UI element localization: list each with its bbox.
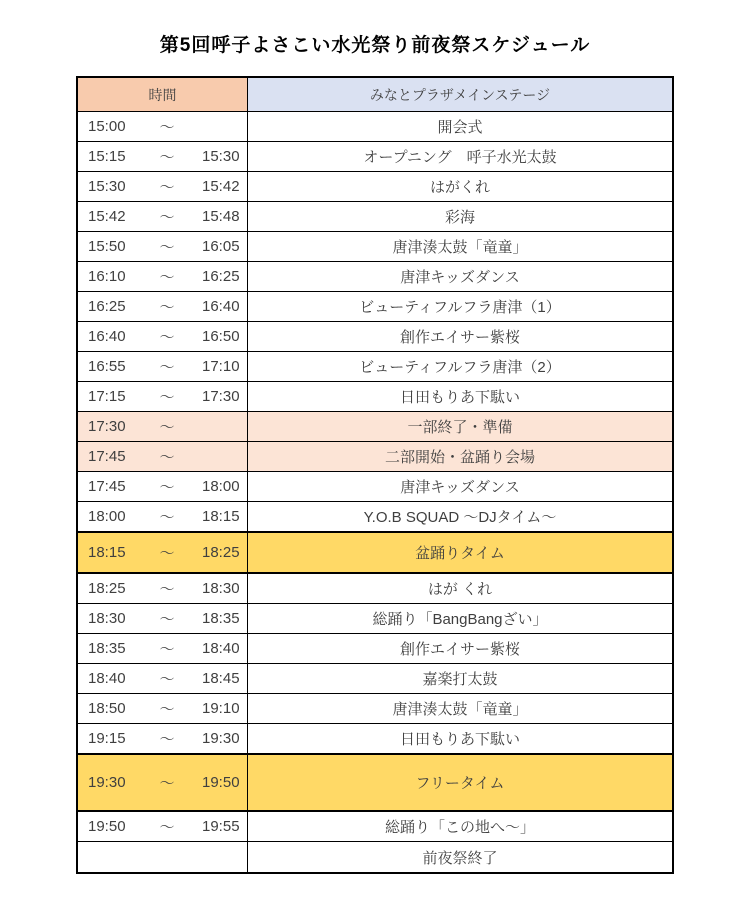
time-end: 18:40 [202, 640, 240, 657]
time-start: 18:50 [88, 700, 126, 717]
time-cell [78, 842, 248, 872]
table-row [78, 724, 672, 754]
time-start: 15:30 [88, 178, 126, 195]
time-cell [78, 232, 248, 261]
time-start: 16:55 [88, 358, 126, 375]
time-start: 17:15 [88, 388, 126, 405]
time-cell [78, 694, 248, 723]
time-cell [78, 202, 248, 231]
table-row [78, 812, 672, 842]
time-end: 15:42 [202, 178, 240, 195]
time-end: 18:45 [202, 670, 240, 687]
time-start: 19:30 [88, 774, 126, 791]
table-row [78, 412, 672, 442]
table-row [78, 574, 672, 604]
time-tilde: ～ [159, 329, 175, 346]
time-end: 19:10 [202, 700, 240, 717]
time-end: 18:00 [202, 478, 240, 495]
event-cell: 嘉楽打太鼓 [422, 671, 498, 688]
event-cell: Y.O.B SQUAD ～DJタイム～ [363, 509, 557, 526]
time-cell [78, 533, 248, 572]
time-start: 15:50 [88, 238, 126, 255]
event-cell: 唐津湊太鼓「竜童」 [392, 239, 528, 256]
time-end: 19:55 [202, 818, 240, 835]
event-cell: 二部開始・盆踊り会場 [248, 442, 672, 471]
time-end: 19:50 [202, 774, 240, 791]
time-cell [78, 262, 248, 291]
time-tilde: ～ [159, 149, 175, 166]
time-start: 17:30 [88, 418, 126, 435]
table-row [78, 634, 672, 664]
time-cell [78, 502, 248, 531]
time-cell [78, 172, 248, 201]
time-start: 19:15 [88, 730, 126, 747]
time-start: 17:45 [88, 478, 126, 495]
time-start: 18:00 [88, 508, 126, 525]
event-cell: オープニング 呼子水光太鼓 [363, 149, 557, 166]
event-cell: 創作エイサー紫桜 [399, 329, 520, 346]
time-start: 15:15 [88, 148, 126, 165]
time-start: 19:50 [88, 818, 126, 835]
time-start: 18:15 [88, 544, 126, 561]
time-end: 17:10 [202, 358, 240, 375]
time-tilde: ～ [159, 731, 175, 748]
time-tilde: ～ [159, 449, 175, 466]
event-cell: 創作エイサー紫桜 [399, 641, 520, 658]
time-start: 17:45 [88, 448, 126, 465]
time-end: 16:25 [202, 268, 240, 285]
time-end: 19:30 [202, 730, 240, 747]
event-cell: はがくれ [429, 179, 490, 196]
table-row [78, 442, 672, 472]
time-tilde: ～ [159, 545, 175, 562]
table-row [78, 604, 672, 634]
time-tilde: ～ [159, 509, 175, 526]
time-cell [78, 112, 248, 141]
event-cell: 一部終了・準備 [248, 412, 672, 441]
time-tilde: ～ [159, 581, 175, 598]
schedule-table [76, 76, 674, 874]
event-cell: はが くれ [427, 581, 493, 598]
time-start: 18:25 [88, 580, 126, 597]
time-end: 17:30 [202, 388, 240, 405]
time-tilde: ～ [159, 479, 175, 496]
time-tilde: ～ [159, 819, 175, 836]
time-start: 18:30 [88, 610, 126, 627]
stage-column-header: みなとプラザメインステージ [248, 78, 672, 111]
time-start: 16:25 [88, 298, 126, 315]
time-start: 16:10 [88, 268, 126, 285]
time-tilde: ～ [159, 209, 175, 226]
event-cell: ビューティフルフラ唐津（2） [359, 359, 561, 376]
time-tilde: ～ [159, 641, 175, 658]
event-cell: 総踊り「BangBangざい」 [372, 611, 548, 628]
time-start: 16:40 [88, 328, 126, 345]
time-cell [78, 352, 248, 381]
time-end: 15:48 [202, 208, 240, 225]
event-cell: 盆踊りタイム [248, 533, 672, 572]
time-end: 18:25 [202, 544, 240, 561]
event-cell: 前夜祭終了 [422, 849, 498, 867]
time-tilde: ～ [159, 389, 175, 406]
table-row [78, 172, 672, 202]
event-cell: ビューティフルフラ唐津（1） [359, 299, 561, 316]
event-cell: 唐津湊太鼓「竜童」 [392, 701, 528, 718]
table-row [78, 664, 672, 694]
table-row [78, 842, 672, 872]
time-cell [78, 382, 248, 411]
time-end: 18:15 [202, 508, 240, 525]
event-cell: 唐津キッズダンス [400, 479, 520, 496]
time-start: 18:40 [88, 670, 126, 687]
time-tilde: ～ [159, 359, 175, 376]
time-cell [78, 322, 248, 351]
event-cell: フリータイム [248, 755, 672, 810]
event-cell: 彩海 [444, 209, 475, 226]
time-cell [78, 634, 248, 663]
time-cell [78, 812, 248, 841]
time-tilde: ～ [159, 269, 175, 286]
time-end: 18:30 [202, 580, 240, 597]
time-tilde: ～ [159, 119, 175, 136]
time-tilde: ～ [159, 239, 175, 256]
time-end: 16:50 [202, 328, 240, 345]
time-cell [78, 442, 248, 471]
time-start: 15:42 [88, 208, 126, 225]
time-cell [78, 724, 248, 753]
table-row [78, 262, 672, 292]
table-row [78, 352, 672, 382]
event-cell: 総踊り「この地へ～」 [384, 819, 535, 836]
table-row [78, 502, 672, 532]
event-cell: 日田もりあ下駄い [399, 389, 520, 406]
time-tilde: ～ [159, 701, 175, 718]
table-row [78, 142, 672, 172]
time-tilde: ～ [159, 775, 175, 792]
table-row [78, 322, 672, 352]
schedule-rows [78, 112, 672, 872]
time-tilde: ～ [159, 179, 175, 196]
time-cell [78, 574, 248, 603]
time-cell [78, 292, 248, 321]
time-tilde: ～ [159, 419, 175, 436]
table-row [78, 694, 672, 724]
time-column-header: 時間 [78, 78, 248, 111]
table-row [78, 232, 672, 262]
time-tilde: ～ [159, 611, 175, 628]
time-tilde: ～ [159, 671, 175, 688]
time-cell [78, 142, 248, 171]
time-cell [78, 412, 248, 441]
time-end: 15:30 [202, 148, 240, 165]
page-title: 第5回呼子よさこい水光祭り前夜祭スケジュール [159, 35, 591, 56]
time-cell [78, 755, 248, 810]
time-tilde: ～ [159, 299, 175, 316]
time-end: 16:05 [202, 238, 240, 255]
table-row [78, 382, 672, 412]
event-cell: 唐津キッズダンス [400, 269, 520, 286]
time-end: 18:35 [202, 610, 240, 627]
table-row [78, 112, 672, 142]
time-cell [78, 664, 248, 693]
table-row [78, 754, 672, 812]
table-header-row [78, 78, 672, 112]
time-start: 15:00 [88, 118, 126, 135]
time-end: 16:40 [202, 298, 240, 315]
table-row [78, 202, 672, 232]
table-row [78, 472, 672, 502]
time-start: 18:35 [88, 640, 126, 657]
time-cell [78, 472, 248, 501]
event-cell: 開会式 [437, 119, 483, 136]
event-cell: 日田もりあ下駄い [399, 731, 520, 748]
table-row [78, 292, 672, 322]
table-row [78, 532, 672, 574]
time-cell [78, 604, 248, 633]
